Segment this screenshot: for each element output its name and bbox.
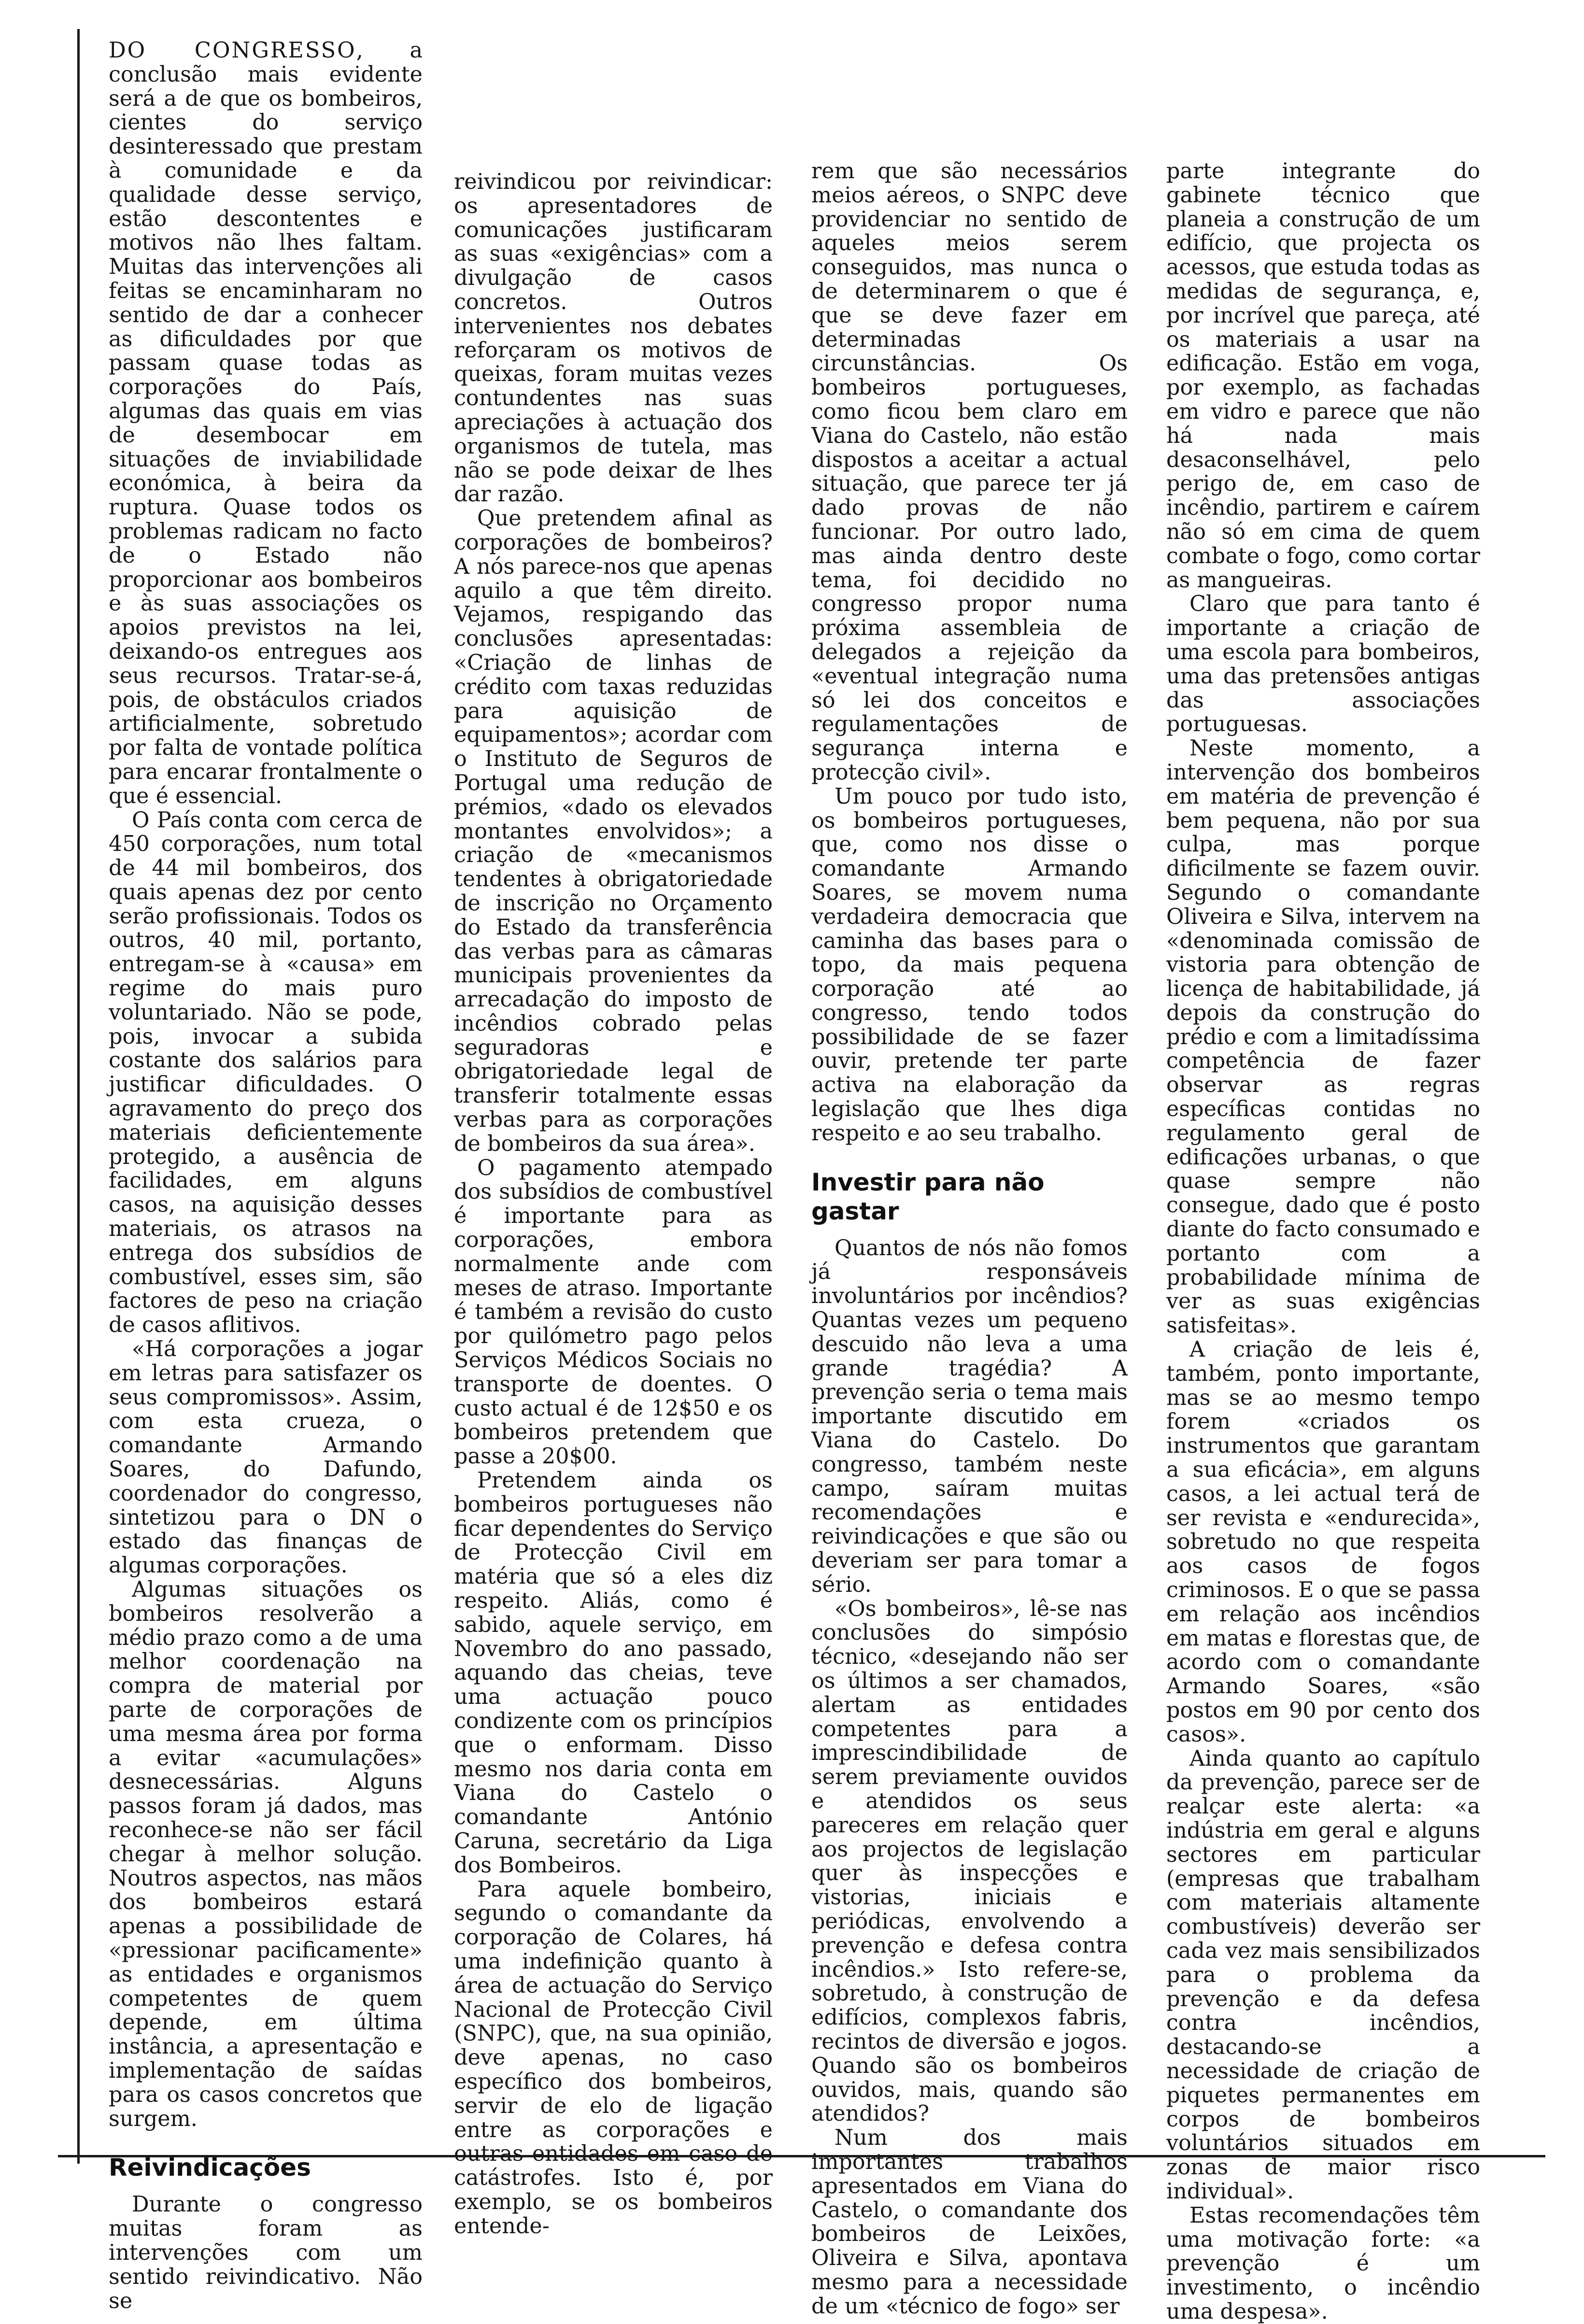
paragraph: Claro que para tanto é importante a criação de uma escola para bombeiros, uma das pretensões antigas das associações portuguesas. xyxy=(1166,592,1480,737)
lead-in: DO CONGRESSO xyxy=(109,38,356,63)
paragraph: O pagamento atempado dos subsídios de combustível é importante para as corporações, embora normalmente ande com meses de atraso. Importante é também a revisão do custo por quilómetro pago pelos Serviços Médicos Sociais no transporte de doentes. O custo actual é de 12$50 e os bombeiros pretendem que passe a 20$00. xyxy=(454,1155,773,1469)
left-column-rule xyxy=(77,29,80,2164)
paragraph: Quantos de nós não fomos já responsáveis involuntários por incêndios? Quantas vezes um pequeno descuido não leva a uma grande tragédia? A prevenção seria o tema mais importante discutido em Viana do Castelo. Do congresso, também neste campo, saíram muitas recomendações e reivindicações e que são ou deveriam ser para tomar a sério. xyxy=(811,1235,1128,1597)
article-column-3 xyxy=(811,159,1128,2319)
paragraph: Que pretendem afinal as corporações de bombeiros? A nós parece-nos que apenas aquilo a que têm direito. Vejamos, respigando das conclusões apresentadas: «Criação de linhas de crédito com taxas reduzidas para aquisição de equipamentos»; acordar com o Instituto de Seguros de Portugal uma redução de prémios, «dado os elevados montantes envolvidos»; a criação de «mecanismos tendentes à obrigatoriedade de inscrição no Orçamento do Estado da transferência das verbas para as câmaras municipais provenientes da arrecadação do imposto de incêndios cobrado pelas seguradoras e obrigatoriedade legal de transferir totalmente essas verbas para as corporações de bombeiros da sua área». xyxy=(454,506,773,1156)
paragraph: Durante o congresso muitas foram as intervenções com um sentido reivindicativo. Não se xyxy=(109,2192,423,2313)
article-column-1 xyxy=(109,39,423,2313)
section-heading-investir: Investir para não gastar xyxy=(811,1168,1045,1225)
article-column-2 xyxy=(454,170,773,2239)
article-column-4 xyxy=(1166,159,1480,2324)
paragraph: Ainda quanto ao capítulo da prevenção, parece ser de realçar este alerta: «a indústria em geral e alguns sectores em particular (empresas que trabalham com materiais altamente combustíveis) deverão ser cada vez mais sensibilizados para o problema da prevenção e da defesa contra incêndios, destacando-se a necessidade de criação de piquetes permanentes em corpos de bombeiros voluntários situados em zonas de maior risco individual». xyxy=(1166,1746,1480,2204)
paragraph: «Os bombeiros», lê-se nas conclusões do simpósio técnico, «desejando não ser os últimos a ser chamados, alertam as entidades competentes para a imprescindibilidade de serem previamente ouvidos e atendidos os seus pareceres em relação quer aos projectos de legislação quer às inspecções e vistorias, iniciais e periódicas, envolvendo a prevenção e defesa contra incêndios.» Isto refere-se, sobretudo, à construção de edifícios, complexos fabris, recintos de diversão e jogos. Quando são os bombeiros ouvidos, mais, quando são atendidos? xyxy=(811,1596,1128,2126)
section-heading-reivindicacoes: Reivindicações xyxy=(109,2154,311,2182)
paragraph: Neste momento, a intervenção dos bombeiros em matéria de prevenção é bem pequena, não por sua culpa, mas porque dificilmente se fazem ouvir. Segundo o comandante Oliveira e Silva, intervem na «denominada comissão de vistoria para obtenção de licença de habitabilidade, já depois da construção do prédio e com a limitadíssima competência de fazer observar as regras específicas contidas no regulamento geral de edificações urbanas, o que quase sempre não consegue, dado que é posto diante do facto consumado e portanto com a probabilidade mínima de ver as suas exigências satisfeitas». xyxy=(1166,736,1480,1338)
paragraph: «Há corporações a jogar em letras para satisfazer os seus compromissos». Assim, com esta crueza, o comandante Armando Soares, do Dafundo, coordenador do congresso, sintetizou para o DN o estado das finanças de algumas corporações. xyxy=(109,1337,423,1578)
paragraph: Estas recomendações têm uma motivação forte: «a prevenção é um investimento, o incêndio uma despesa». xyxy=(1166,2203,1480,2324)
paragraph: rem que são necessários meios aéreos, o SNPC deve providenciar no sentido de aqueles meios serem conseguidos, mas nunca o de determinarem o que é que se deve fazer em determinadas circunstâncias. Os bombeiros portugueses, como ficou bem claro em Viana do Castelo, não estão dispostos a aceitar a actual situação, que parece ter já dado provas de não funcionar. Por outro lado, mas ainda dentro deste tema, foi decidido no congresso propor numa próxima assembleia de delegados a rejeição da «eventual integração numa só lei dos conceitos e regulamentações de segurança interna e protecção civil». xyxy=(811,159,1128,785)
paragraph: Para aquele bombeiro, segundo o comandante da corporação de Colares, há uma indefinição quanto à área de actuação do Serviço Nacional de Protecção Civil (SNPC), que, na sua opinião, deve apenas, no caso específico dos bombeiros, servir de elo de ligação entre as corporações e outras entidades em caso de catástrofes. Isto é, por exemplo, se os bombeiros entende- xyxy=(454,1877,773,2239)
paragraph: Num dos mais importantes trabalhos apresentados em Viana do Castelo, o comandante dos bombeiros de Leixões, Oliveira e Silva, apontava mesmo para a necessidade de um «técnico de fogo» ser xyxy=(811,2126,1128,2319)
paragraph: Pretendem ainda os bombeiros portugueses não ficar dependentes do Serviço de Protecção Civil em matéria que só a eles diz respeito. Aliás, como é sabido, aquele serviço, em Novembro do ano passado, aquando das cheias, teve uma actuação pouco condizente com os princípios que o enformam. Disso mesmo nos daria conta em Viana do Castelo o comandante António Caruna, secretário da Liga dos Bombeiros. xyxy=(454,1468,773,1878)
paragraph: Um pouco por tudo isto, os bombeiros portugueses, que, como nos disse o comandante Armando Soares, se movem numa verdadeira democracia que caminha das bases para o topo, da mais pequena corporação até ao congresso, tendo todos possibilidade de se fazer ouvir, pretende ter parte activa na elaboração da legislação que lhes diga respeito e ao seu trabalho. xyxy=(811,784,1128,1146)
paragraph: A criação de leis é, também, ponto importante, mas se ao mesmo tempo forem «criados os instrumentos que garantam a sua eficácia», em alguns casos, a lei actual terá de ser revista e «endurecida», sobretudo no que respeita aos casos de fogos criminosos. E o que se passa em relação aos incêndios em matas e florestas que, de acordo com o comandante Armando Soares, «são postos em 90 por cento dos casos». xyxy=(1166,1337,1480,1747)
paragraph xyxy=(109,39,423,808)
paragraph: reivindicou por reivindicar: os apresentadores de comunicações justificaram as suas «exigências» com a divulgação de casos concretos. Outros intervenientes nos debates reforçaram os motivos de queixas, foram muitas vezes contundentes nas suas apreciações à actuação dos organismos de tutela, mas não se pode deixar de lhes dar razão. xyxy=(454,170,773,507)
paragraph: Algumas situações os bombeiros resolverão a médio prazo como a de uma melhor coordenação na compra de material por parte de corporações de uma mesma área por forma a evitar «acumulações» desnecessárias. Alguns passos foram já dados, mas reconhece-se não ser fácil chegar à melhor solução. Noutros aspectos, nas mãos dos bombeiros estará apenas a possibilidade de «pressionar pacificamente» as entidades e organismos competentes de quem depende, em última instância, a apresentação e implementação de saídas para os casos concretos que surgem. xyxy=(109,1577,423,2131)
paragraph: parte integrante do gabinete técnico que planeia a construção de um edifício, que projecta os acessos, que estuda todas as medidas de segurança, e, por incrível que pareça, até os materiais a usar na edificação. Estão em voga, por exemplo, as fachadas em vidro e parece que não há nada mais desaconselhável, pelo perigo de, em caso de incêndio, partirem e caírem não só em cima de quem combate o fogo, como cortar as mangueiras. xyxy=(1166,159,1480,593)
paragraph: O País conta com cerca de 450 corporações, num total de 44 mil bombeiros, dos quais apenas dez por cento serão profissionais. Todos os outros, 40 mil, portanto, entregam-se à «causa» em regime do mais puro voluntariado. Não se pode, pois, invocar a subida costante dos salários para justificar dificuldades. O agravamento do preço dos materiais deficientemente protegido, a ausência de facilidades, em alguns casos, na aquisição desses materiais, os atrasos na entrega dos subsídios de combustível, esses sim, são factores de peso na criação de casos aflitivos. xyxy=(109,808,423,1338)
paragraph-text: , a conclusão mais evidente será a de que os bombeiros, cientes do serviço desinteressado que prestam à comunidade e da qualidade desse serviço, estão descontentes e motivos não lhes faltam. Muitas das intervenções ali feitas se encaminharam no sentido de dar a conhecer as dificuldades por que passam quase todas as corporações do País, algumas das quais em vias de desembocar em situações de inviabilidade económica, à beira da ruptura. Quase todos os problemas radicam no facto de o Estado não proporcionar aos bombeiros e às suas associações os apoios previstos na lei, deixando-os entregues aos seus recursos. Tratar-se-á, pois, de obstáculos criados artificialmente, sobretudo por falta de vontade política para encarar frontalmente o que é essencial. xyxy=(109,38,423,808)
